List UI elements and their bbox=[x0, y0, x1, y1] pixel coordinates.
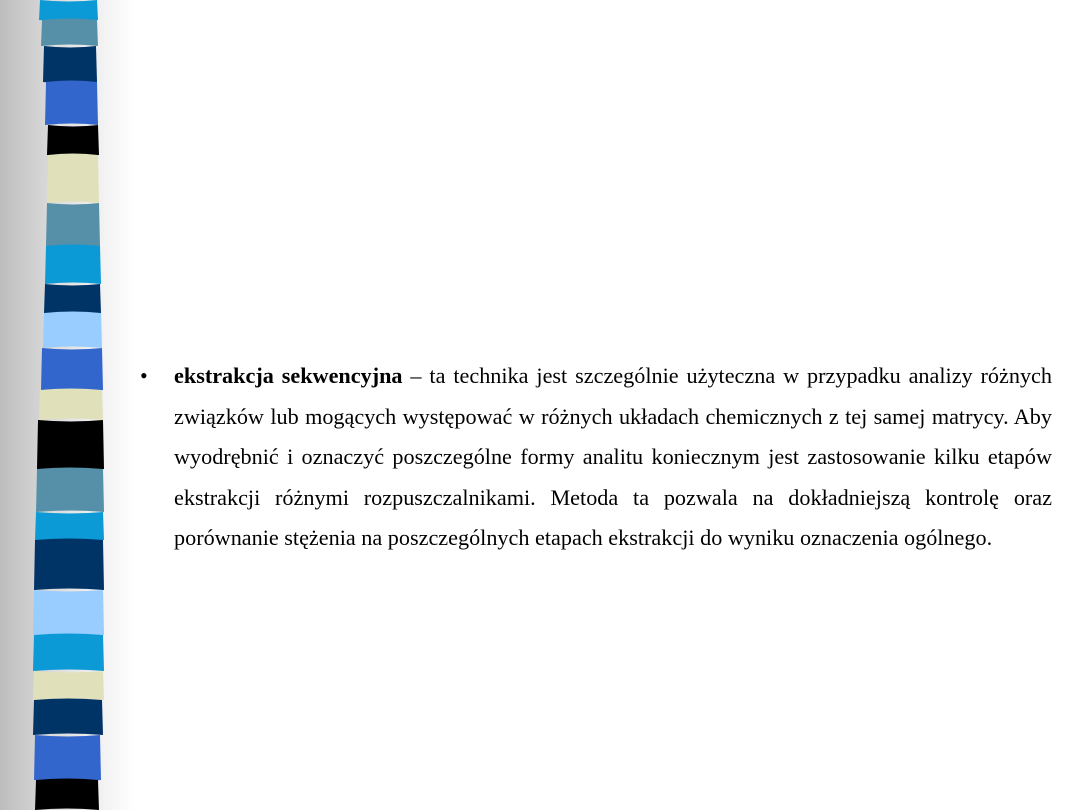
stripe-band bbox=[33, 634, 104, 672]
stripe-band bbox=[41, 348, 103, 392]
stripe-band bbox=[36, 468, 104, 513]
stripe-band bbox=[35, 779, 99, 810]
stripe-band bbox=[43, 46, 97, 84]
stripe-band bbox=[45, 245, 101, 285]
stripe-band bbox=[34, 539, 104, 591]
stripe-band bbox=[47, 154, 99, 204]
stripe-band bbox=[34, 735, 101, 782]
bullet-icon: • bbox=[140, 363, 148, 388]
stripe-band bbox=[39, 0, 98, 22]
stripe-band bbox=[46, 203, 100, 248]
stripe-band bbox=[41, 19, 98, 47]
decorative-stripe-bar bbox=[0, 0, 135, 810]
stripe-band bbox=[35, 512, 104, 542]
bullet-text: – ta technika jest szczególnie użyteczna w przypadku analizy różnych związków lub mogących występować w różnych układach chemicznych z tej samej matrycy. Aby wyodrębnić i oznaczyć poszczególne formy analitu koniecznym jest zastosowanie kilku etapów ekstrakcji różnymi rozpuszczalnikami. Metoda ta pozwala na dokładniejszą kontrolę oraz porównanie stężenia na poszczególnych etapach ekstrakcji do wyniku oznaczenia ogólnego. bbox=[174, 363, 1052, 550]
stripe-band bbox=[47, 125, 99, 157]
slide-body bbox=[136, 356, 1052, 559]
stripe-band bbox=[43, 312, 102, 349]
stripe-band bbox=[33, 671, 104, 702]
bullet-item bbox=[136, 356, 1052, 559]
stripe-band bbox=[44, 284, 101, 315]
bullet-term: ekstrakcja sekwencyjna bbox=[174, 363, 403, 388]
stripe-band bbox=[37, 420, 104, 471]
stripe-band bbox=[39, 389, 103, 421]
stripe-band bbox=[33, 590, 104, 637]
stripe-band bbox=[45, 81, 98, 126]
stripe-band bbox=[33, 699, 103, 736]
